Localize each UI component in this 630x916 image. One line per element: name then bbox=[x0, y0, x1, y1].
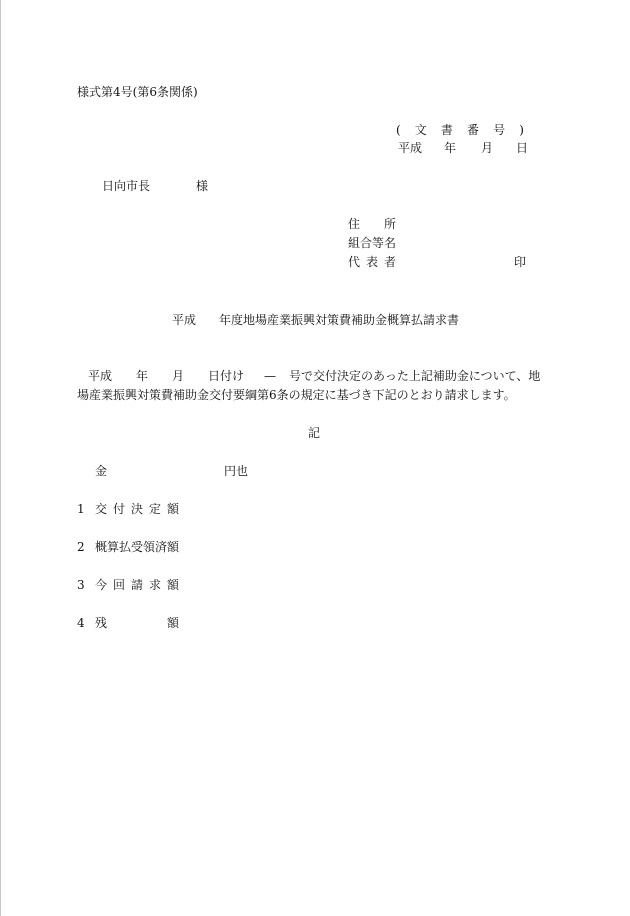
doc-number-char: 文 bbox=[414, 123, 427, 137]
item-label-char: 額 bbox=[166, 616, 179, 630]
date-day: 日 bbox=[516, 141, 529, 155]
body-month: 月 bbox=[172, 369, 185, 383]
doc-number-char: 号 bbox=[493, 123, 506, 137]
item-label-grant-decision-amount bbox=[95, 503, 179, 515]
doc-number-open-paren: ( bbox=[396, 123, 401, 137]
item-number: 3 bbox=[77, 578, 85, 592]
item-number: 4 bbox=[77, 616, 85, 630]
page-edge-line bbox=[0, 0, 1, 916]
item-number: 2 bbox=[77, 540, 85, 554]
item-label-char: 求 bbox=[148, 578, 161, 592]
address-label bbox=[348, 218, 396, 230]
body-dated: 日付け bbox=[208, 369, 245, 383]
body-year: 年 bbox=[136, 369, 149, 383]
body-line2: 場産業振興対策費補助金交付要綱第6条の規定に基づき下記のとおり請求します。 bbox=[77, 388, 516, 402]
item-label-char: 額 bbox=[166, 578, 179, 592]
amount-unit: 円也 bbox=[224, 464, 249, 478]
address-label-char: 所 bbox=[383, 217, 396, 231]
date-era: 平成 bbox=[398, 141, 423, 155]
item-label-char: 定 bbox=[148, 502, 161, 516]
doc-number bbox=[396, 124, 524, 136]
body-line1-rest: 号で交付決定のあった上記補助金について、地 bbox=[289, 369, 541, 383]
item-number: 1 bbox=[77, 502, 85, 516]
body-dash: — bbox=[264, 369, 276, 383]
addressee-honorific: 様 bbox=[196, 179, 209, 193]
item-label-char: 回 bbox=[112, 578, 125, 592]
representative-label-char: 代 bbox=[348, 255, 361, 269]
item-label-char: 残 bbox=[95, 616, 108, 630]
item-label-char: 付 bbox=[112, 502, 125, 516]
date-month: 月 bbox=[481, 141, 494, 155]
addressee-name: 日向市長 bbox=[102, 179, 151, 193]
title-era: 平成 bbox=[172, 313, 197, 327]
address-label-char: 住 bbox=[348, 217, 361, 231]
doc-number-close-paren: ) bbox=[519, 123, 524, 137]
body-era: 平成 bbox=[88, 369, 113, 383]
item-label-remaining-amount bbox=[95, 617, 179, 629]
doc-number-char: 番 bbox=[467, 123, 480, 137]
item-label-char: 交 bbox=[95, 502, 108, 516]
document-title: 年度地場産業振興対策費補助金概算払請求書 bbox=[219, 313, 460, 327]
doc-number-char: 書 bbox=[440, 123, 453, 137]
form-number: 様式第4号(第6条関係) bbox=[77, 85, 198, 99]
item-label-char: 今 bbox=[95, 578, 108, 592]
item-label-current-request-amount bbox=[95, 579, 179, 591]
item-label-char: 請 bbox=[130, 578, 143, 592]
union-name-label: 組合等名 bbox=[348, 236, 397, 250]
ki-heading: 記 bbox=[308, 426, 321, 440]
date-year: 年 bbox=[444, 141, 457, 155]
amount-label: 金 bbox=[95, 464, 108, 478]
representative-label-char: 表 bbox=[365, 255, 378, 269]
seal-mark: 印 bbox=[514, 255, 527, 269]
item-label-char: 額 bbox=[166, 502, 179, 516]
item-label-received-amount: 概算払受領済額 bbox=[95, 540, 180, 554]
representative-label bbox=[348, 256, 396, 268]
item-label-char: 決 bbox=[130, 502, 143, 516]
representative-label-char: 者 bbox=[383, 255, 396, 269]
